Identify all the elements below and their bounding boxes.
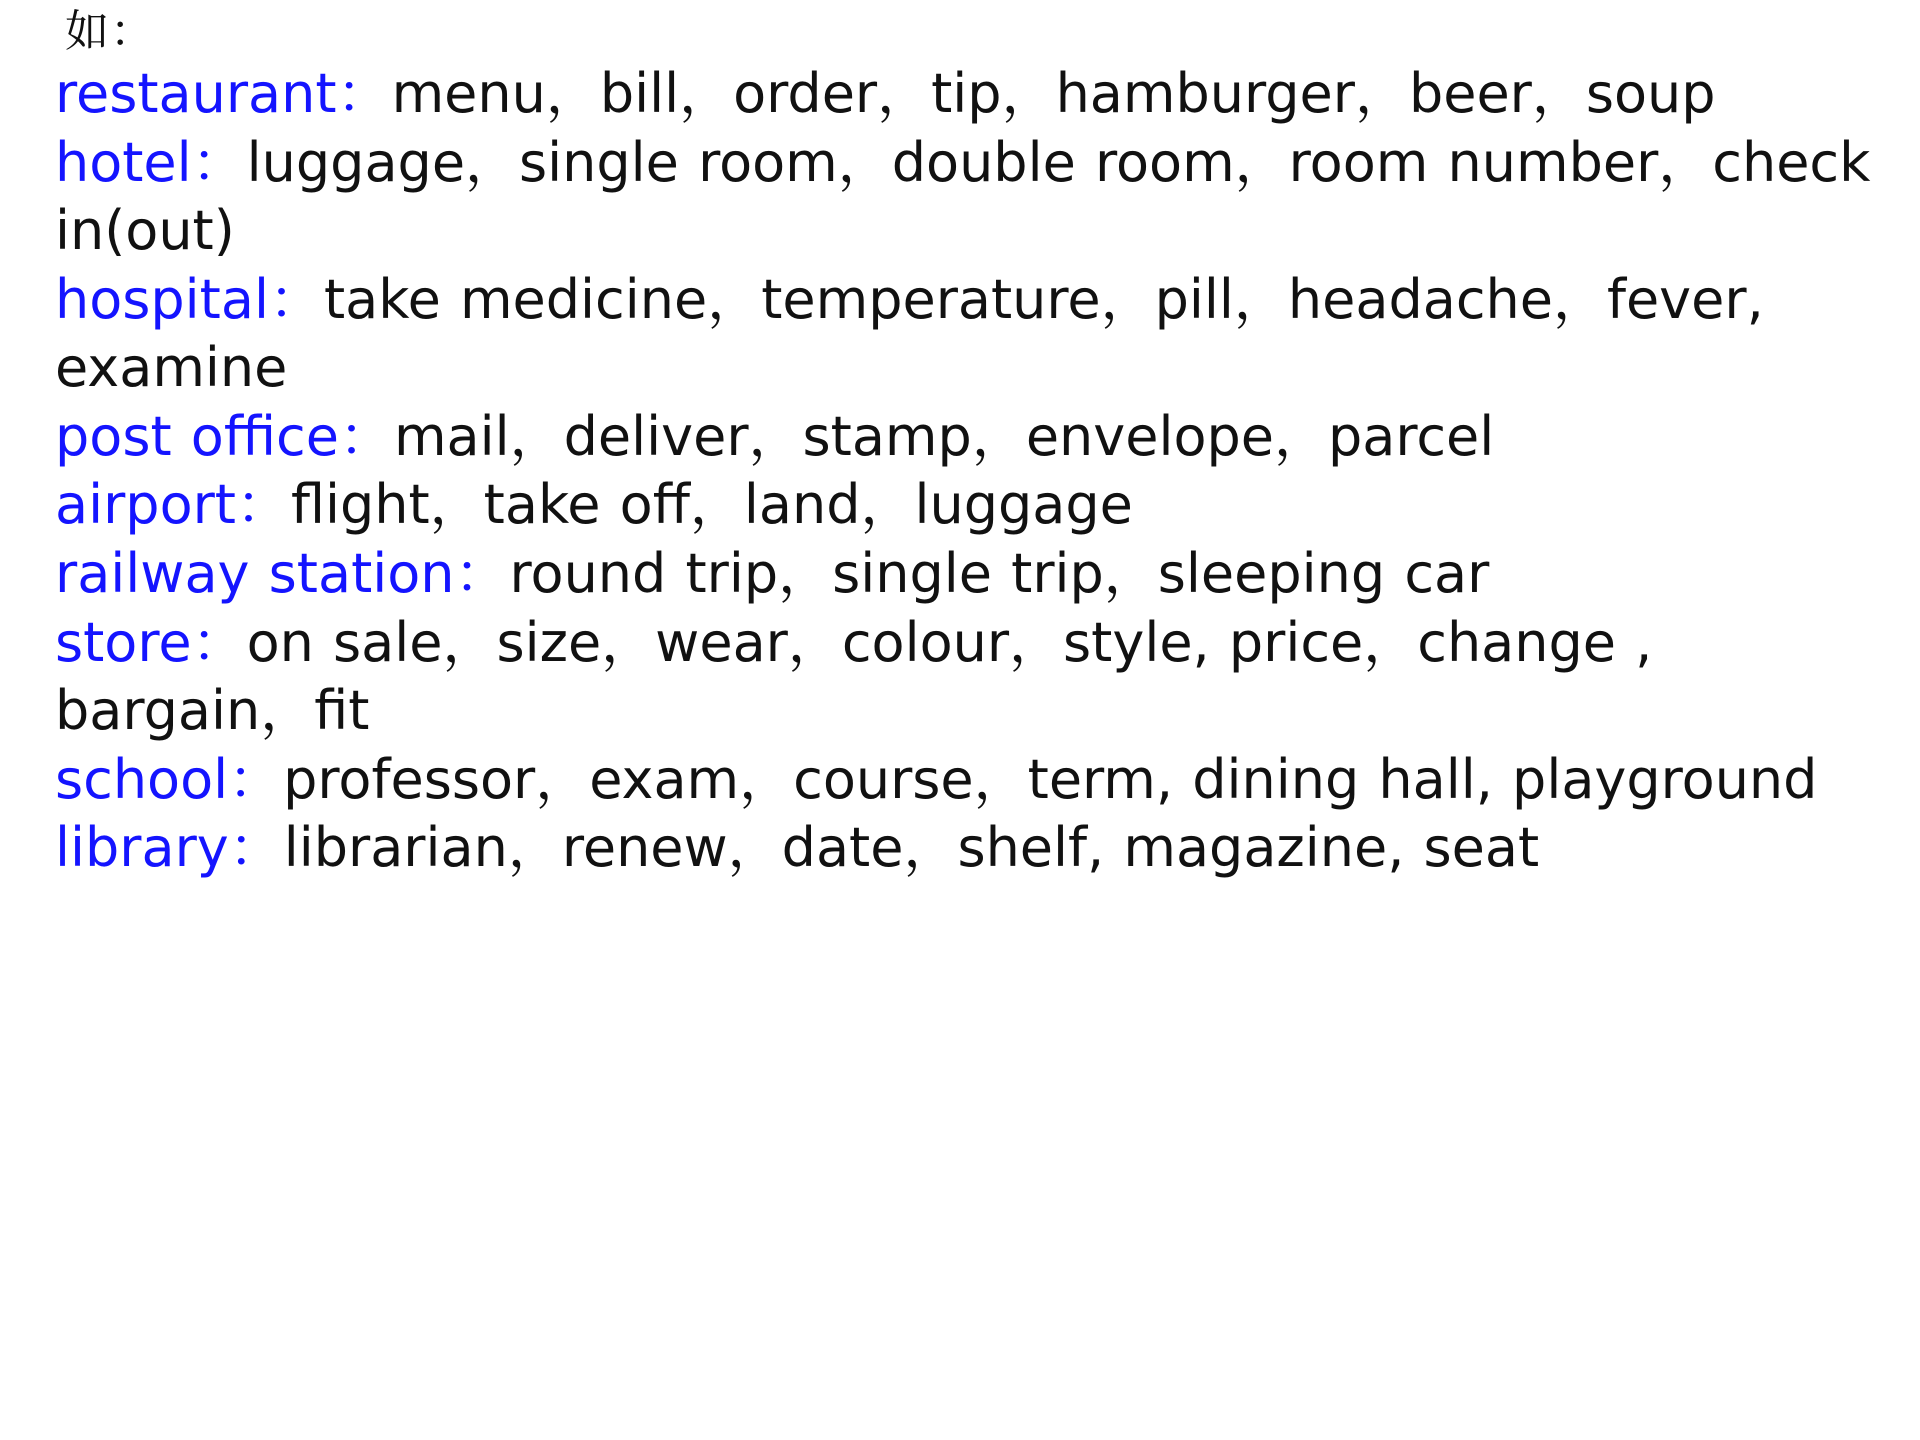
entry-terms: mail，deliver，stamp，envelope，parcel [393, 404, 1495, 468]
entry-terms: menu，bill，order，tip，hamburger，beer，soup [391, 62, 1716, 125]
entry-terms: on sale，size，wear，colour，style, price，change , bargain，fit [55, 610, 1653, 743]
entry-category: hospital [55, 267, 269, 331]
entry-colon: ： [235, 473, 291, 537]
vocabulary-entry [55, 403, 1890, 472]
entry-colon: ： [336, 62, 392, 125]
vocabulary-entry [55, 471, 1890, 540]
entry-colon: ： [191, 130, 247, 194]
vocabulary-entry [55, 266, 1890, 403]
entry-colon: ： [191, 610, 247, 674]
entry-category: post office [55, 404, 339, 468]
entry-category: school [55, 747, 229, 811]
entry-category: store [55, 610, 192, 674]
entry-colon: ： [228, 816, 284, 880]
entry-category: library [55, 816, 229, 880]
intro-label: 如： [65, 6, 155, 57]
entry-terms: flight，take off，land，luggage [290, 473, 1133, 537]
entry-category: restaurant [55, 62, 337, 125]
vocabulary-entry [55, 60, 1890, 129]
entry-category: airport [55, 473, 236, 537]
entry-terms: librarian，renew，date，shelf, magazine, seat [283, 816, 1540, 880]
entry-colon: ： [454, 542, 510, 606]
vocabulary-entry [55, 814, 1890, 883]
entry-category: hotel [55, 130, 192, 194]
entry-colon: ： [268, 267, 324, 331]
entry-terms: professor，exam，course，term, dining hall, playground [283, 747, 1818, 811]
vocabulary-entry [55, 129, 1890, 266]
entry-terms: take medicine，temperature，pill，headache，fever, examine [55, 267, 1764, 400]
entry-colon: ： [338, 404, 394, 468]
vocabulary-entry [55, 609, 1890, 746]
entry-category: railway station [55, 542, 455, 606]
entry-terms: luggage，single room，double room，room number，check in(out) [55, 130, 1871, 263]
vocabulary-entry [55, 540, 1890, 609]
entry-colon: ： [228, 747, 284, 811]
vocabulary-entry [55, 746, 1890, 815]
entry-terms: round trip，single trip，sleeping car [509, 542, 1490, 606]
